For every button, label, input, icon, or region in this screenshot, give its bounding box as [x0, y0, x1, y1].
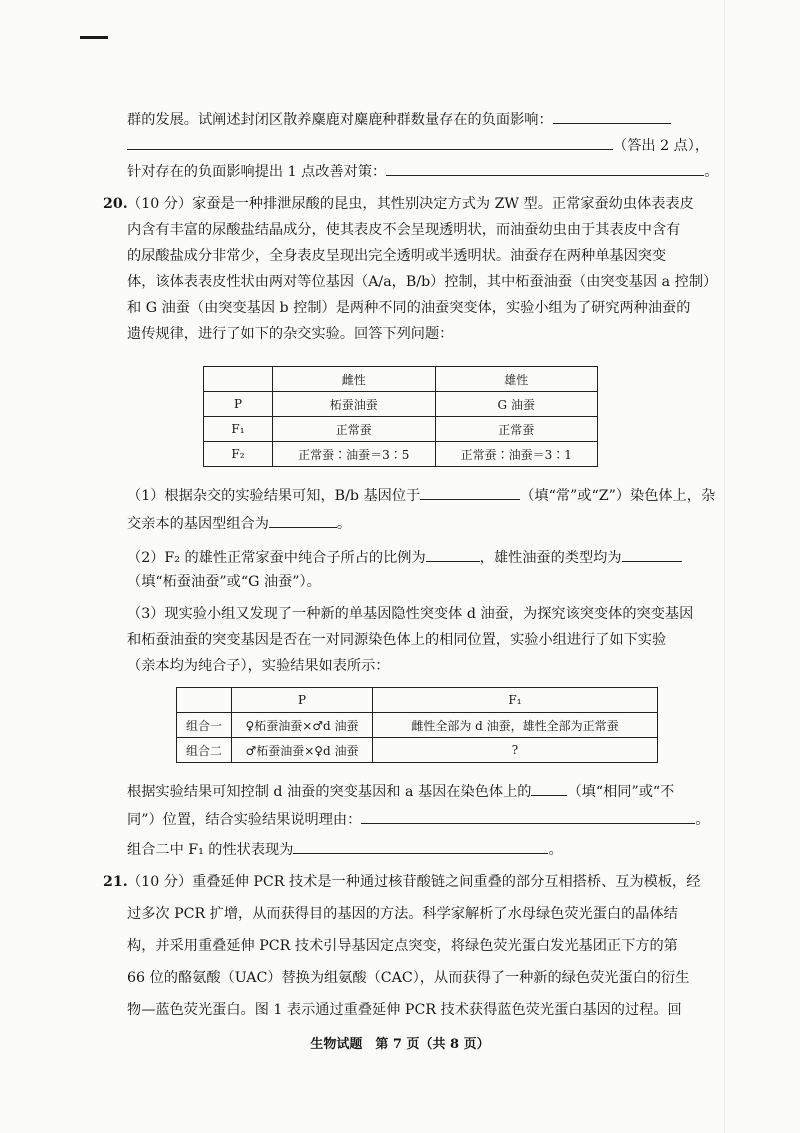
answer-blank[interactable] [426, 546, 480, 562]
answer-blank[interactable] [293, 838, 548, 854]
answer-blank[interactable] [531, 780, 567, 796]
q21-line: 构，并采用重叠延伸 PCR 技术引导基因定点突变，将绿色荧光蛋白发光基团正下方的第 [127, 938, 678, 954]
q20-sub3-line: （3）现实验小组又发现了一种新的单基因隐性突变体 d 油蚕，为探究该突变体的突变基因 [127, 606, 694, 622]
question-number: 21. [103, 874, 128, 890]
question-number: 20. [103, 196, 128, 212]
answer-blank[interactable] [386, 160, 704, 176]
answer-blank[interactable] [361, 808, 695, 824]
q21-line: 过多次 PCR 扩增，从而获得目的基因的方法。科学家解析了水母绿色荧光蛋白的晶体结 [127, 906, 678, 922]
q20-line: 的尿酸盐成分非常少，全身表皮呈现出完全透明或半透明状。油蚕存在两种单基因突变 [127, 248, 667, 264]
q19-line3: 针对存在的负面影响提出 1 点改善对策： 。 [127, 160, 717, 182]
q19-line1: 群的发展。试阐述封闭区散养麋鹿对麋鹿种群数量存在的负面影响： [127, 108, 717, 130]
table-row: 组合二 ♂柘蚕油蚕×♀d 油蚕 ? [177, 738, 658, 763]
q20-line: 体，该体表表皮性状由两对等位基因（A/a，B/b）控制，其中柘蚕油蚕（由突变基因 a 控制） [127, 274, 718, 290]
q20-line: 和 G 油蚕（由突变基因 b 控制）是两种不同的油蚕突变体，实验小组为了研究两种油蚕的 [127, 300, 691, 316]
combination-table [176, 687, 658, 763]
cross-table [203, 366, 598, 467]
answer-blank[interactable] [420, 484, 520, 500]
q20-sub2-line1: （2）F₂ 的雄性正常家蚕中纯合子所占的比例为 ，雄性油蚕的类型均为 [127, 546, 717, 568]
q19-line2: （答出 2 点）， [127, 134, 717, 156]
q21-line: （10 分）重叠延伸 PCR 技术是一种通过核苷酸链之间重叠的部分互相搭桥、互为模板，经 [127, 874, 701, 890]
q20-sub3-line: 和柘蚕油蚕的突变基因是否在一对同源染色体上的相同位置，实验小组进行了如下实验 [127, 632, 667, 648]
table-row: F₁ 正常蚕 正常蚕 [204, 417, 598, 442]
q20-sub1-line2: 交亲本的基因型组合为 。 [127, 512, 717, 534]
q20-sub1-line1: （1）根据杂交的实验结果可知，B/b 基因位于 （填“常”或“Z”）染色体上，杂 [127, 484, 717, 506]
table-row: F₂ 正常蚕∶油蚕＝3∶5 正常蚕∶油蚕＝3∶1 [204, 442, 598, 467]
q20-sub3-line: （亲本均为纯合子），实验结果如表所示： [127, 658, 390, 674]
answer-blank[interactable] [269, 512, 337, 528]
table-row: P 柘蚕油蚕 G 油蚕 [204, 392, 598, 417]
q20-line: 内含有丰富的尿酸盐结晶成分，使其表皮不会呈现透明状，而油蚕幼虫由于其表皮中含有 [127, 222, 681, 238]
q20-after-line1: 根据实验结果可知控制 d 油蚕的突变基因和 a 基因在染色体上的 （填“相同”或“不 [127, 780, 717, 802]
answer-blank[interactable] [553, 108, 671, 124]
q21-line: 66 位的酪氨酸（UAC）替换为组氨酸（CAC），从而获得了一种新的绿色荧光蛋白的衍生 [127, 970, 690, 986]
page-footer: 生物试题 第 7 页（共 8 页） [310, 1037, 490, 1052]
q20-line: （10 分）家蚕是一种排泄尿酸的昆虫，其性别决定方式为 ZW 型。正常家蚕幼虫体表表皮 [127, 196, 694, 212]
table-row [204, 367, 598, 392]
answer-blank[interactable] [127, 134, 613, 150]
q21-line: 物—蓝色荧光蛋白。图 1 表示通过重叠延伸 PCR 技术获得蓝色荧光蛋白基因的过程。回 [127, 1002, 682, 1018]
q20-after-line2: 同”）位置，结合实验结果说明理由： 。 [127, 808, 717, 830]
q20-sub2-line2: （填“柘蚕油蚕”或“G 油蚕”）。 [127, 574, 321, 590]
table-row: 组合一 ♀柘蚕油蚕×♂d 油蚕 雌性全部为 d 油蚕，雄性全部为正常蚕 [177, 713, 658, 738]
header-male: 雄性 [435, 367, 598, 392]
q20-after-line3: 组合二中 F₁ 的性状表现为 。 [127, 838, 717, 860]
header-female: 雌性 [273, 367, 436, 392]
table-row: P F₁ [177, 688, 658, 713]
q20-line: 遗传规律，进行了如下的杂交实验。回答下列问题： [127, 326, 454, 342]
answer-blank[interactable] [622, 546, 682, 562]
